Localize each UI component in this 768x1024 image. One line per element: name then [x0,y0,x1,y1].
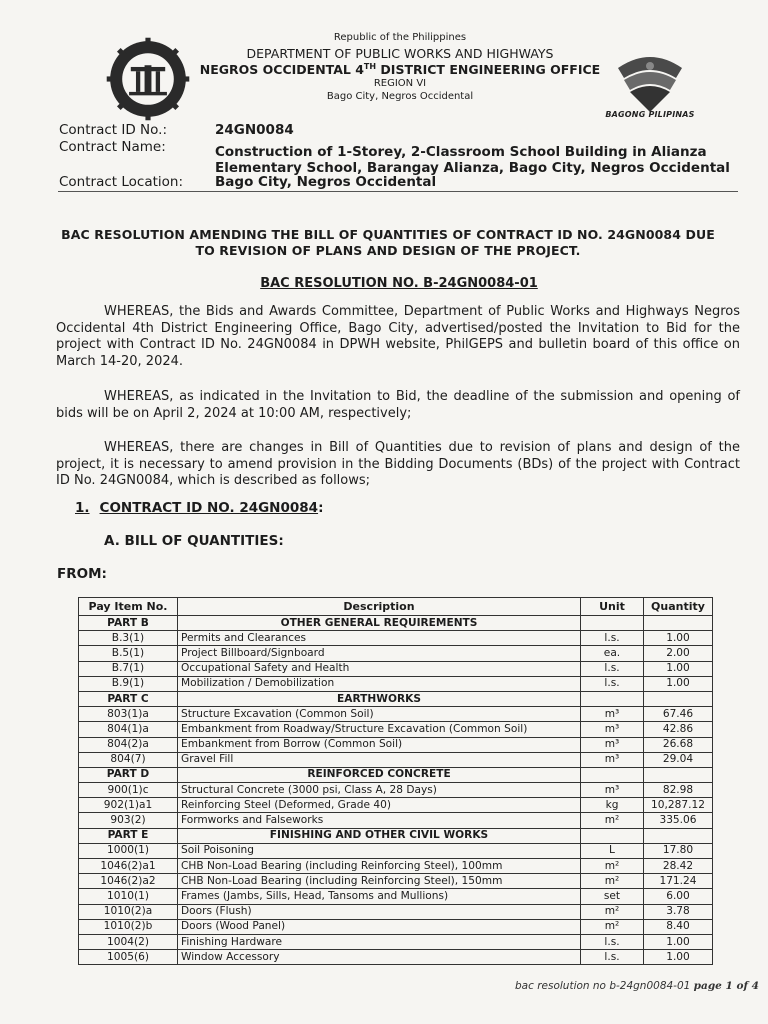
pay-item-cell: PART B [79,616,178,631]
contract-location-value: Bago City, Negros Occidental [215,174,437,190]
description-cell: Reinforcing Steel (Deformed, Grade 40) [178,798,581,813]
quantity-cell: 335.06 [644,813,713,828]
description-cell: Embankment from Borrow (Common Soil) [178,737,581,752]
pay-item-cell: B.9(1) [79,676,178,691]
office-line [170,62,630,77]
pay-item-cell: B.5(1) [79,646,178,661]
quantity-cell: 28.42 [644,859,713,874]
quantity-cell: 1.00 [644,661,713,676]
department-line: DEPARTMENT OF PUBLIC WORKS AND HIGHWAYS [246,46,554,61]
unit-cell: m² [581,919,644,934]
pay-item-cell: 1046(2)a2 [79,874,178,889]
table-part-row [79,828,713,843]
description-cell: Gravel Fill [178,752,581,767]
table-row [79,752,713,767]
unit-cell [581,616,644,631]
contract-name-label: Contract Name: [59,139,166,155]
quantity-cell: 42.86 [644,722,713,737]
table-row [79,783,713,798]
pay-item-cell: 1046(2)a1 [79,859,178,874]
resolution-number: BAC RESOLUTION NO. B-24GN0084-01 [260,276,538,291]
footer-ref: bac resolution no b-24gn0084-01 [515,980,691,992]
pay-item-cell: 1010(2)a [79,904,178,919]
whereas-paragraph-2 [56,389,740,422]
pay-item-cell: 900(1)c [79,783,178,798]
header-quantity: Quantity [644,598,713,616]
header-unit: Unit [581,598,644,616]
pay-item-cell: 1010(1) [79,889,178,904]
quantity-cell: 67.46 [644,707,713,722]
unit-cell: L [581,843,644,858]
table-row [79,722,713,737]
table-part-row [79,767,713,782]
table-row [79,889,713,904]
description-cell: Embankment from Roadway/Structure Excavation (Common Soil) [178,722,581,737]
office-text-post: DISTRICT ENGINEERING OFFICE [376,62,601,78]
quantity-cell: 17.80 [644,843,713,858]
pay-item-cell: PART E [79,828,178,843]
table-row [79,646,713,661]
unit-cell: kg [581,798,644,813]
table-row [79,934,713,949]
unit-cell: m² [581,813,644,828]
description-cell: EARTHWORKS [178,691,581,706]
section-a-heading: A. BILL OF QUANTITIES: [104,533,284,549]
city-line: Bago City, Negros Occidental [326,91,474,102]
unit-cell: m³ [581,722,644,737]
quantity-cell: 8.40 [644,919,713,934]
unit-cell [581,691,644,706]
description-cell: REINFORCED CONCRETE [178,767,581,782]
section-1-title: CONTRACT ID NO. 24GN0084 [99,500,319,516]
unit-cell: m³ [581,783,644,798]
quantity-cell [644,767,713,782]
unit-cell: m³ [581,737,644,752]
table-row [79,661,713,676]
unit-cell: l.s. [581,934,644,949]
description-cell: FINISHING AND OTHER CIVIL WORKS [178,828,581,843]
from-label: FROM: [57,566,107,582]
table-row [79,843,713,858]
paragraph-3-text: WHEREAS, there are changes in Bill of Quantities due to revision of plans and design of the project, it is necessary to amend provision in the Bidding Documents (BDs) of the project with Contract ID No. 24GN0084, which is described as follows; [56,440,740,488]
header-pay-item: Pay Item No. [79,598,178,616]
table-row [79,874,713,889]
unit-cell: l.s. [581,676,644,691]
header-description: Description [178,598,581,616]
table-part-row [79,691,713,706]
quantity-cell: 3.78 [644,904,713,919]
quantity-cell: 82.98 [644,783,713,798]
resolution-title-line1: BAC RESOLUTION AMENDING THE BILL OF QUANTITIES OF CONTRACT ID NO. 24GN0084 DUE [61,227,715,242]
paragraph-2-text: WHEREAS, as indicated in the Invitation to Bid, the deadline of the submission and opening of bids will be on April 2, 2024 at 10:00 AM, respectively; [56,389,740,421]
unit-cell: l.s. [581,661,644,676]
quantity-cell: 1.00 [644,631,713,646]
quantity-cell: 6.00 [644,889,713,904]
description-cell: Window Accessory [178,950,581,965]
bill-of-quantities-table [78,597,713,965]
description-cell: Formworks and Falseworks [178,813,581,828]
unit-cell: set [581,889,644,904]
bagong-pilipinas-caption: BAGONG PILIPINAS [605,110,695,119]
quantity-cell: 1.00 [644,950,713,965]
page-footer [515,980,759,992]
pay-item-cell: 803(1)a [79,707,178,722]
contract-name-line2: Elementary School, Barangay Alianza, Bago City, Negros Occidental [215,160,730,176]
pay-item-cell: B.3(1) [79,631,178,646]
contract-name-line1: Construction of 1-Storey, 2-Classroom School Building in Alianza [215,144,707,160]
unit-cell: ea. [581,646,644,661]
contract-id-label: Contract ID No.: [59,122,167,138]
unit-cell [581,828,644,843]
unit-cell: l.s. [581,631,644,646]
description-cell: CHB Non-Load Bearing (including Reinforcing Steel), 150mm [178,874,581,889]
quantity-cell: 10,287.12 [644,798,713,813]
office-text-sup: TH [363,62,377,71]
whereas-paragraph-1 [56,304,740,370]
republic-line: Republic of the Philippines [333,32,467,43]
description-cell: Mobilization / Demobilization [178,676,581,691]
quantity-cell [644,616,713,631]
section-1-heading [75,500,323,516]
unit-cell: m³ [581,707,644,722]
description-cell: Structural Concrete (3000 psi, Class A, 28 Days) [178,783,581,798]
table-row [79,798,713,813]
quantity-cell: 26.68 [644,737,713,752]
paragraph-1-text: WHEREAS, the Bids and Awards Committee, Department of Public Works and Highways Negros Occidental 4th District Engineering Office, Bago City, advertised/posted the Invitation to Bid for the project with Contract ID No. 24GN0084 in DPWH website, PhilGEPS and bulletin board of this office on March 14-20, 2024. [56,304,740,369]
description-cell: OTHER GENERAL REQUIREMENTS [178,616,581,631]
table-row [79,919,713,934]
description-cell: Soil Poisoning [178,843,581,858]
quantity-cell [644,691,713,706]
table-row [79,676,713,691]
table-row [79,631,713,646]
description-cell: Structure Excavation (Common Soil) [178,707,581,722]
pay-item-cell: 1000(1) [79,843,178,858]
quantity-cell: 171.24 [644,874,713,889]
pay-item-cell: 902(1)a1 [79,798,178,813]
unit-cell [581,767,644,782]
section-1-number: 1. [75,500,90,516]
resolution-title [40,227,736,259]
whereas-paragraph-3 [56,440,740,490]
description-cell: Frames (Jambs, Sills, Head, Tansoms and Mullions) [178,889,581,904]
table-row [79,737,713,752]
unit-cell: m² [581,874,644,889]
pay-item-cell: 903(2) [79,813,178,828]
pay-item-cell: 804(7) [79,752,178,767]
resolution-title-line2: TO REVISION OF PLANS AND DESIGN OF THE PROJECT. [195,243,581,258]
table-header-row [79,598,713,616]
description-cell: Project Billboard/Signboard [178,646,581,661]
description-cell: Finishing Hardware [178,934,581,949]
section-1-colon: : [318,500,324,516]
pay-item-cell: 1004(2) [79,934,178,949]
unit-cell: m² [581,904,644,919]
header-divider [58,191,738,192]
description-cell: Occupational Safety and Health [178,661,581,676]
description-cell: Permits and Clearances [178,631,581,646]
description-cell: Doors (Wood Panel) [178,919,581,934]
unit-cell: m² [581,859,644,874]
pay-item-cell: PART C [79,691,178,706]
unit-cell: l.s. [581,950,644,965]
contract-location-label: Contract Location: [59,174,184,190]
table-row [79,707,713,722]
description-cell: CHB Non-Load Bearing (including Reinforcing Steel), 100mm [178,859,581,874]
pay-item-cell: 1010(2)b [79,919,178,934]
quantity-cell: 1.00 [644,676,713,691]
table-row [79,859,713,874]
description-cell: Doors (Flush) [178,904,581,919]
footer-page: page 1 of 4 [693,980,759,992]
pay-item-cell: B.7(1) [79,661,178,676]
pay-item-cell: PART D [79,767,178,782]
unit-cell: m³ [581,752,644,767]
quantity-cell: 1.00 [644,934,713,949]
quantity-cell [644,828,713,843]
quantity-cell: 2.00 [644,646,713,661]
region-line: REGION VI [373,78,427,89]
contract-id-value: 24GN0084 [215,122,294,138]
quantity-cell: 29.04 [644,752,713,767]
pay-item-cell: 1005(6) [79,950,178,965]
office-text-pre: NEGROS OCCIDENTAL 4 [199,62,364,78]
pay-item-cell: 804(1)a [79,722,178,737]
table-part-row [79,616,713,631]
table-row [79,813,713,828]
pay-item-cell: 804(2)a [79,737,178,752]
table-row [79,950,713,965]
table-row [79,904,713,919]
